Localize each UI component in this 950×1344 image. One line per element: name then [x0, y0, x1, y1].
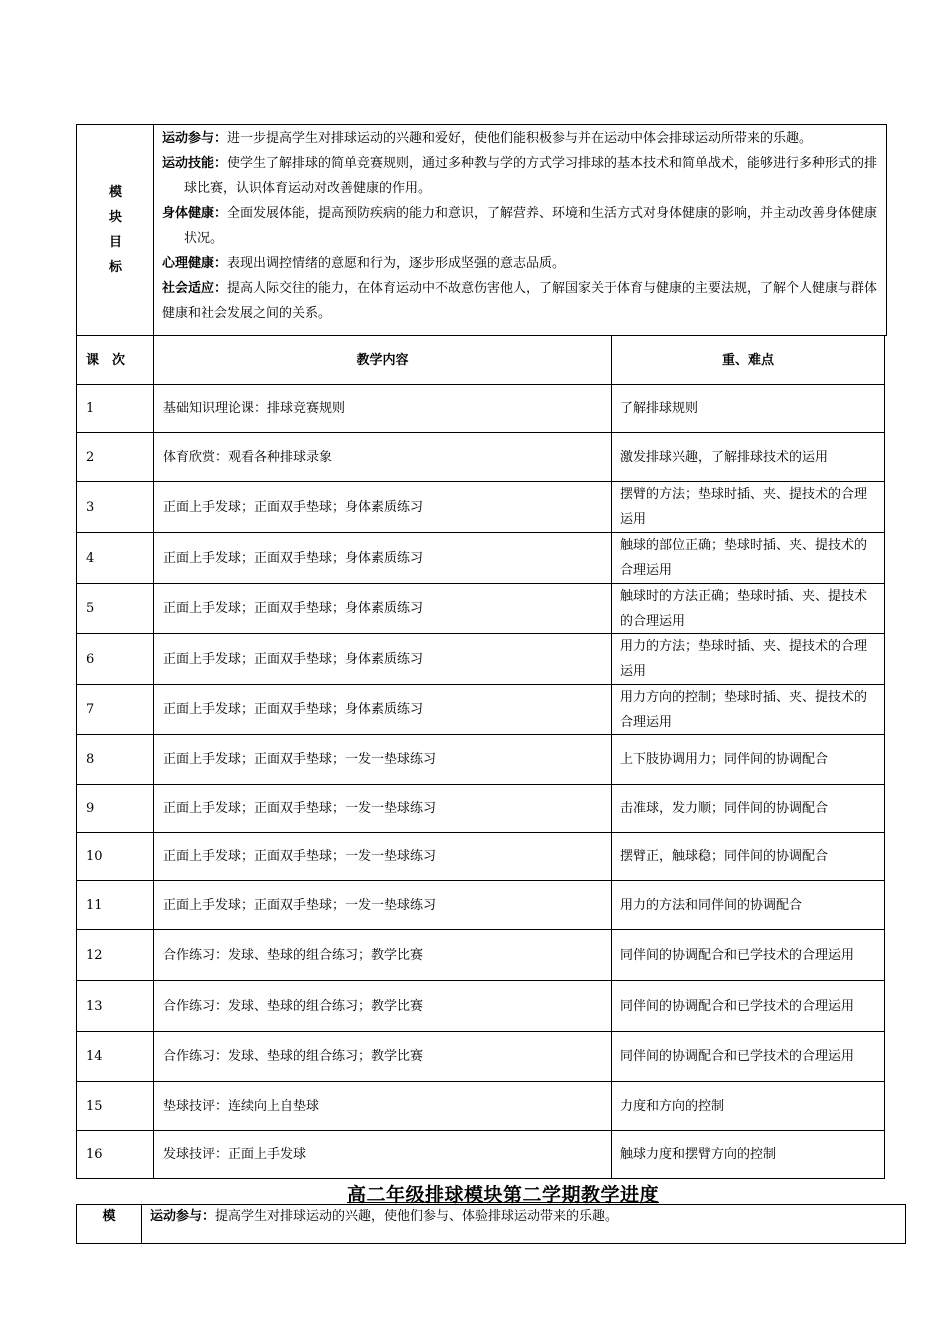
table-border: [153, 124, 154, 1179]
lesson-content: 正面上手发球；正面双手垫球；一发一垫球练习: [163, 801, 437, 816]
lesson-number: 8: [86, 752, 95, 767]
module-goal-label-2: 模: [102, 1209, 116, 1224]
lesson-key-points: 用力的方法和同伴间的协调配合: [620, 897, 803, 913]
lesson-number: 4: [86, 550, 95, 566]
table-border: [76, 1243, 906, 1244]
lesson-key-points: 摆臂正，触球稳；同伴间的协调配合: [620, 849, 829, 864]
goal-physical-health: 身体健康：全面发展体能，提高预防疾病的能力和意识，了解营养、环境和生活方式对身体健康的影响，并主动改善身体健康状况。: [162, 206, 878, 246]
lesson-number: 5: [86, 601, 95, 616]
lesson-key-points: 击准球，发力顺；同伴间的协调配合: [620, 801, 829, 816]
lesson-key-points: 用力的方法；垫球时插、夹、提技术的合理运用: [620, 639, 868, 679]
table-border: [76, 1178, 885, 1179]
lesson-number: 13: [86, 998, 103, 1014]
lesson-number: 15: [86, 1098, 103, 1114]
header-lesson: 课 次: [86, 352, 126, 368]
lesson-content: 正面上手发球；正面双手垫球；身体素质练习: [163, 601, 424, 616]
lesson-number: 7: [86, 702, 95, 717]
lesson-content: 正面上手发球；正面双手垫球；身体素质练习: [163, 702, 424, 717]
goal-sport-skills: 运动技能：使学生了解排球的简单竞赛规则，通过多种教与学的方式学习排球的基本技术和简单战术，能够进行多种形式的排球比赛，认识体育运动对改善健康的作用。: [162, 156, 878, 196]
goal-sport-participation-2: 运动参与：提高学生对排球运动的兴趣，使他们参与、体验排球运动带来的乐趣。: [150, 1209, 619, 1224]
lesson-key-points: 同伴间的协调配合和已学技术的合理运用: [620, 998, 855, 1014]
header-content: 教学内容: [356, 352, 409, 368]
module-goal-char: 标: [108, 260, 122, 275]
lesson-key-points: 触球的部位正确；垫球时插、夹、提技术的合理运用: [620, 538, 868, 578]
table-border: [884, 335, 885, 1179]
lesson-key-points: 触球力度和摆臂方向的控制: [620, 1147, 777, 1162]
goal-sport-participation: 运动参与：进一步提高学生对排球运动的兴趣和爱好，使他们能积极参与并在运动中体会排球运动所带来的乐趣。: [162, 131, 813, 146]
lesson-content: 发球技评：正面上手发球: [163, 1147, 307, 1162]
table-border: [141, 1204, 142, 1244]
lesson-key-points: 力度和方向的控制: [620, 1098, 725, 1114]
lesson-key-points: 同伴间的协调配合和已学技术的合理运用: [620, 947, 855, 963]
lesson-content: 合作练习：发球、垫球的组合练习；教学比赛: [163, 998, 424, 1014]
lesson-number: 9: [86, 801, 95, 816]
module-goal-char: 模: [108, 185, 122, 200]
table-border: [76, 124, 77, 1179]
lesson-content: 基础知识理论课：排球竞赛规则: [163, 401, 346, 416]
lesson-number: 11: [86, 897, 103, 913]
goal-mental-health: 心理健康：表现出调控情绪的意愿和行为，逐步形成坚强的意志品质。: [162, 256, 566, 271]
goal-social-adaptation: 社会适应：提高人际交往的能力，在体育运动中不故意伤害他人，了解国家关于体育与健康的主要法规，了解个人健康与群体健康和社会发展之间的关系。: [162, 281, 878, 321]
lesson-key-points: 激发排球兴趣，了解排球技术的运用: [620, 449, 829, 465]
header-key-points: 重、难点: [721, 352, 774, 368]
module-goal-char: 块: [108, 210, 122, 225]
lesson-number: 10: [86, 849, 103, 864]
lesson-number: 3: [86, 499, 95, 515]
lesson-key-points: 上下肢协调用力；同伴间的协调配合: [620, 752, 829, 767]
lesson-key-points: 摆臂的方法；垫球时插、夹、提技术的合理运用: [620, 487, 868, 527]
table-border: [886, 124, 887, 335]
lesson-key-points: 触球时的方法正确；垫球时插、夹、提技术的合理运用: [620, 588, 868, 629]
lesson-key-points: 了解排球规则: [620, 401, 699, 416]
module-goal-label: [77, 180, 154, 280]
module-goals: [162, 126, 880, 326]
lesson-content: 正面上手发球；正面双手垫球；一发一垫球练习: [163, 897, 437, 913]
lesson-content: 正面上手发球；正面双手垫球；一发一垫球练习: [163, 752, 437, 767]
lesson-content: 正面上手发球；正面双手垫球；身体素质练习: [163, 550, 424, 566]
section-title: 高二年级排球模块第二学期教学进度: [346, 1184, 659, 1206]
lesson-number: 6: [86, 651, 95, 667]
lesson-content: 正面上手发球；正面双手垫球；身体素质练习: [163, 499, 424, 515]
module-goal-char: 目: [108, 235, 122, 250]
lesson-number: 2: [86, 449, 95, 465]
lesson-content: 垫球技评：连续向上自垫球: [163, 1098, 320, 1114]
lesson-number: 1: [86, 401, 95, 416]
lesson-number: 12: [86, 947, 103, 963]
table-border: [76, 124, 887, 125]
lesson-content: 合作练习：发球、垫球的组合练习；教学比赛: [163, 1049, 424, 1064]
lesson-key-points: 用力方向的控制；垫球时插、夹、提技术的合理运用: [620, 689, 868, 730]
table-border: [905, 1204, 906, 1244]
lesson-number: 16: [86, 1147, 103, 1162]
table-border: [611, 335, 612, 1179]
lesson-content: 正面上手发球；正面双手垫球；一发一垫球练习: [163, 849, 437, 864]
lesson-number: 14: [86, 1049, 103, 1064]
lesson-key-points: 同伴间的协调配合和已学技术的合理运用: [620, 1049, 855, 1064]
lesson-content: 体育欣赏：观看各种排球录象: [163, 449, 333, 465]
table-border: [76, 1204, 906, 1205]
lesson-content: 合作练习：发球、垫球的组合练习；教学比赛: [163, 947, 424, 963]
lesson-content: 正面上手发球；正面双手垫球；身体素质练习: [163, 651, 424, 667]
